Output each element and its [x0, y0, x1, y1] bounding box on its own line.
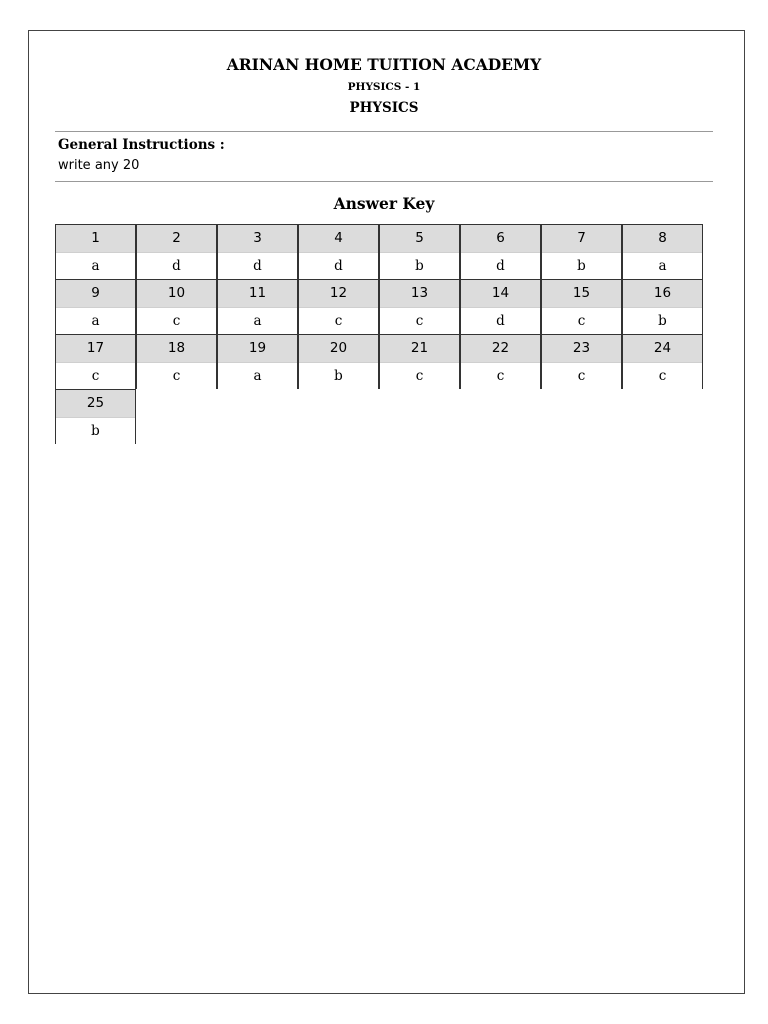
answer-cell	[460, 224, 541, 279]
answer-value: d	[137, 253, 216, 279]
answer-value: b	[380, 253, 459, 279]
question-number: 11	[218, 280, 297, 308]
answer-value: c	[623, 363, 702, 389]
answer-cell	[217, 334, 298, 389]
question-number: 12	[299, 280, 378, 308]
question-number: 18	[137, 335, 216, 363]
answer-value: c	[542, 308, 621, 334]
answer-value: d	[218, 253, 297, 279]
answer-value: c	[137, 363, 216, 389]
question-number: 7	[542, 225, 621, 253]
instructions-heading: General Instructions :	[58, 137, 225, 153]
question-number: 5	[380, 225, 459, 253]
answer-key-title: Answer Key	[333, 194, 435, 213]
answer-value: c	[461, 363, 540, 389]
answer-cell	[460, 279, 541, 334]
question-number: 9	[56, 280, 135, 308]
answer-value: d	[299, 253, 378, 279]
answer-cell	[379, 224, 460, 279]
question-number: 24	[623, 335, 702, 363]
answer-cell	[622, 224, 703, 279]
answer-value: c	[56, 363, 135, 389]
question-number: 2	[137, 225, 216, 253]
answer-value: b	[542, 253, 621, 279]
answer-cell	[217, 224, 298, 279]
subject-title: PHYSICS	[349, 100, 419, 116]
question-number: 13	[380, 280, 459, 308]
question-number: 1	[56, 225, 135, 253]
answer-cell	[379, 334, 460, 389]
divider-bottom	[55, 181, 713, 182]
question-number: 4	[299, 225, 378, 253]
instructions-text: write any 20	[58, 158, 140, 173]
answer-value: b	[299, 363, 378, 389]
answer-cell	[136, 224, 217, 279]
answer-value: a	[56, 308, 135, 334]
question-number: 22	[461, 335, 540, 363]
question-number: 16	[623, 280, 702, 308]
question-number: 3	[218, 225, 297, 253]
answer-value: a	[56, 253, 135, 279]
question-number: 23	[542, 335, 621, 363]
question-number: 14	[461, 280, 540, 308]
answer-value: c	[380, 363, 459, 389]
answer-cell	[136, 279, 217, 334]
answer-cell	[55, 334, 136, 389]
question-number: 8	[623, 225, 702, 253]
answer-value: c	[380, 308, 459, 334]
answer-cell	[298, 334, 379, 389]
answer-cell	[622, 334, 703, 389]
answer-value: c	[299, 308, 378, 334]
question-number: 15	[542, 280, 621, 308]
question-number: 19	[218, 335, 297, 363]
answer-cell	[541, 334, 622, 389]
answer-value: b	[623, 308, 702, 334]
answer-cell	[136, 334, 217, 389]
answer-cell	[55, 389, 136, 444]
answer-value: a	[218, 308, 297, 334]
school-name: ARINAN HOME TUITION ACADEMY	[226, 55, 542, 74]
answer-cell	[622, 279, 703, 334]
answer-value: d	[461, 253, 540, 279]
answer-cell	[460, 334, 541, 389]
answer-value: c	[137, 308, 216, 334]
question-number: 10	[137, 280, 216, 308]
question-number: 25	[56, 390, 135, 418]
answer-cell	[217, 279, 298, 334]
answer-cell	[541, 224, 622, 279]
answer-value: b	[56, 418, 135, 444]
answer-cell	[379, 279, 460, 334]
divider-top	[55, 131, 713, 132]
answer-cell	[298, 279, 379, 334]
answer-cell	[55, 224, 136, 279]
paper-code: PHYSICS - 1	[347, 81, 421, 93]
page-border	[28, 30, 745, 994]
question-number: 17	[56, 335, 135, 363]
answer-value: d	[461, 308, 540, 334]
answer-cell	[298, 224, 379, 279]
answer-cell	[55, 279, 136, 334]
answer-value: a	[623, 253, 702, 279]
question-number: 20	[299, 335, 378, 363]
question-number: 6	[461, 225, 540, 253]
answer-value: c	[542, 363, 621, 389]
answer-cell	[541, 279, 622, 334]
question-number: 21	[380, 335, 459, 363]
answer-value: a	[218, 363, 297, 389]
